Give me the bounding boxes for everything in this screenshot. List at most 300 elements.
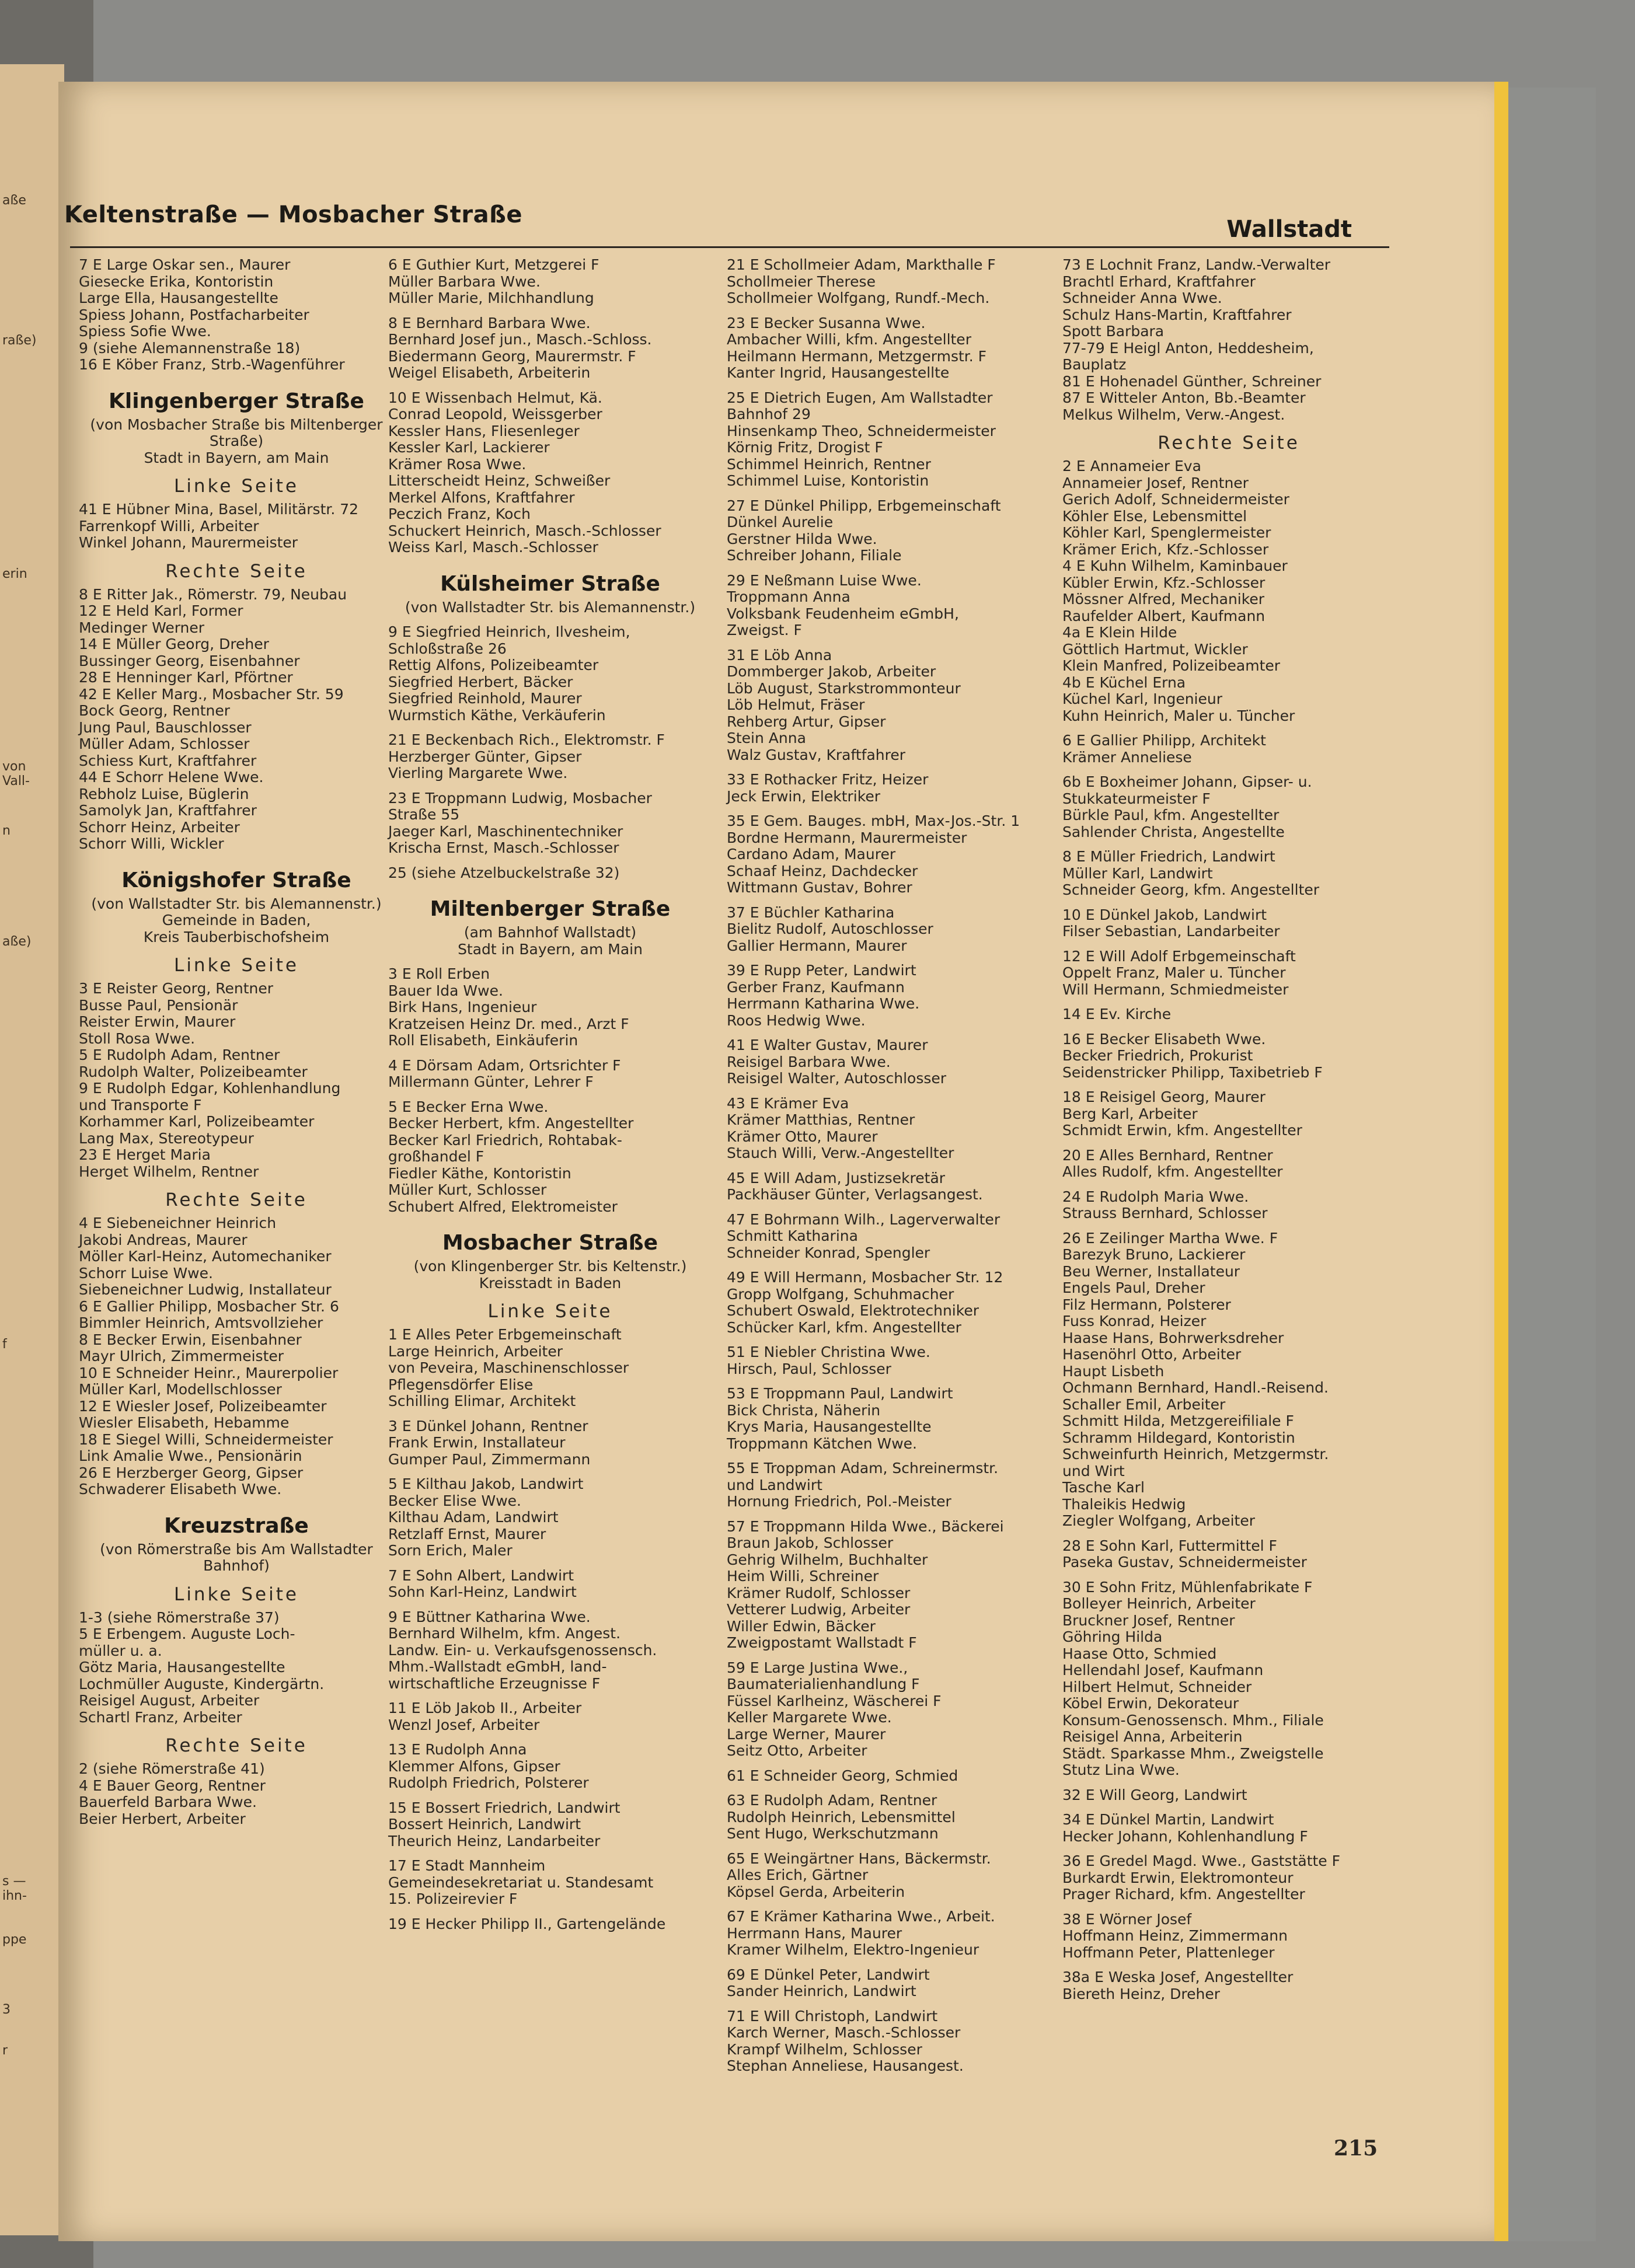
directory-entry: großhandel F (388, 1148, 484, 1165)
directory-entry: Will Hermann, Schmiedmeister (1062, 981, 1289, 998)
directory-entry: 8 E Müller Friedrich, Landwirt (1062, 848, 1275, 865)
directory-entry: Walz Gustav, Kraftfahrer (727, 746, 906, 763)
directory-entry: Jakobi Andreas, Maurer (79, 1231, 247, 1248)
spacer (727, 639, 1057, 647)
spacer (1062, 1779, 1395, 1787)
directory-entry: Schorr Willi, Wickler (79, 835, 224, 852)
directory-entry: 5 E Erbengem. Auguste Loch- (79, 1625, 295, 1642)
directory-entry: Müller Karl, Modellschlosser (79, 1381, 282, 1398)
spacer (388, 1468, 712, 1476)
spacer (727, 1336, 1057, 1344)
directory-entry: Schubert Alfred, Elektromeister (388, 1198, 618, 1215)
directory-entry: 67 E Krämer Katharina Wwe., Arbeit. (727, 1908, 995, 1925)
directory-entry: Biedermann Georg, Maurermstr. F (388, 347, 636, 365)
directory-entry: Füssel Karlheinz, Wäscherei F (727, 1692, 942, 1709)
directory-entry: 15 E Bossert Friedrich, Landwirt (388, 1799, 620, 1816)
street-description: (von Klingenberger Str. bis Keltenstr.) (413, 1258, 687, 1275)
directory-entry: Müller Karl, Landwirt (1062, 864, 1213, 882)
directory-entry: Bimmler Heinrich, Amtsvollzieher (79, 1314, 323, 1331)
directory-entry: Jung Paul, Bauschlosser (79, 718, 252, 736)
book-cover-edge (1508, 88, 1596, 2241)
directory-entry: Roos Hedwig Wwe. (727, 1011, 866, 1029)
spacer (388, 382, 712, 390)
spacer (388, 1692, 712, 1700)
spacer (727, 1029, 1057, 1037)
directory-entry: Haase Hans, Bohrwerksdreher (1062, 1329, 1284, 1346)
directory-entry: Conrad Leopold, Weissgerber (388, 406, 602, 423)
directory-entry: Landw. Ein- u. Verkaufsgenossensch. (388, 1641, 657, 1659)
directory-entry: Berg Karl, Arbeiter (1062, 1105, 1198, 1122)
directory-entry: Heim Willi, Schreiner (727, 1568, 879, 1585)
directory-entry: Konsum-Genossensch. Mhm., Filiale (1062, 1711, 1324, 1729)
spacer (1062, 724, 1395, 732)
street-description: (am Bahnhof Wallstadt) (463, 924, 637, 941)
directory-entry: Hecker Johann, Kohlenhandlung F (1062, 1827, 1308, 1845)
directory-entry: Stein Anna (727, 730, 806, 746)
directory-entry: Lang Max, Stereotypeur (79, 1129, 254, 1147)
spacer (727, 763, 1057, 772)
directory-entry: 3 E Roll Erben (388, 965, 490, 982)
directory-entry: Wenzl Josef, Arbeiter (388, 1716, 540, 1733)
directory-entry: Reister Erwin, Maurer (79, 1013, 236, 1030)
directory-entry: Beier Herbert, Arbeiter (79, 1810, 246, 1827)
directory-entry: Kratzeisen Heinz Dr. med., Arzt F (388, 1015, 629, 1032)
left-page-text-fragment: erin (2, 567, 27, 581)
side-heading: Rechte Seite (165, 560, 308, 582)
directory-entry: Bordne Hermann, Maurermeister (727, 829, 967, 846)
directory-entry: Schulz Hans-Martin, Kraftfahrer (1062, 306, 1292, 323)
directory-entry: 14 E Ev. Kirche (1062, 1006, 1172, 1023)
spacer (1062, 1530, 1395, 1538)
directory-entry: 3 E Dünkel Johann, Rentner (388, 1417, 588, 1435)
street-description: (von Mosbacher Straße bis Miltenberger (90, 416, 383, 433)
directory-entry: von Peveira, Maschinenschlosser (388, 1359, 629, 1376)
street-heading: Miltenberger Straße (430, 897, 671, 921)
running-header-right: Wallstadt (1226, 216, 1352, 243)
directory-entry: Ziegler Wolfgang, Arbeiter (1062, 1512, 1256, 1529)
directory-entry: Schramm Hildegard, Kontoristin (1062, 1429, 1295, 1446)
spacer (1062, 1081, 1395, 1089)
directory-entry: 34 E Dünkel Martin, Landwirt (1062, 1811, 1274, 1828)
directory-entry: 44 E Schorr Helene Wwe. (79, 769, 264, 786)
left-page-text-fragment: aße) (2, 934, 32, 949)
directory-entry: Kilthau Adam, Landwirt (388, 1509, 559, 1526)
directory-entry: Hornung Friedrich, Pol.-Meister (727, 1493, 951, 1510)
directory-entry: 33 E Rothacker Fritz, Heizer (727, 771, 929, 788)
directory-entry: Birk Hans, Ingenieur (388, 999, 537, 1016)
directory-entry: 59 E Large Justina Wwe., (727, 1659, 908, 1676)
directory-entry: Siegfried Herbert, Bäcker (388, 673, 573, 690)
spacer (388, 782, 712, 790)
directory-entry: 38a E Weska Josef, Angestellter (1062, 1969, 1294, 1986)
side-heading: Linke Seite (174, 476, 299, 497)
directory-entry: Bernhard Josef jun., Masch.-Schloss. (388, 331, 652, 348)
directory-entry: Stauch Willi, Verw.-Angestellter (727, 1145, 954, 1161)
directory-entry: Bahnhof 29 (727, 406, 811, 423)
directory-entry: Bick Christa, Näherin (727, 1401, 881, 1419)
directory-entry: Rudolph Friedrich, Polsterer (388, 1774, 589, 1791)
directory-entry: Spiess Johann, Postfacharbeiter (79, 306, 309, 323)
directory-entry: Kanter Ingrid, Hausangestellte (727, 364, 950, 381)
directory-entry: Sander Heinrich, Landwirt (727, 1983, 916, 2000)
directory-entry: Thaleikis Hedwig (1062, 1495, 1186, 1513)
directory-entry: Schorr Heinz, Arbeiter (79, 818, 240, 836)
side-heading: Linke Seite (174, 955, 299, 976)
directory-entry: Rettig Alfons, Polizeibeamter (388, 657, 599, 674)
street-description: Straße) (209, 432, 264, 449)
directory-entry: Becker Herbert, kfm. Angestellter (388, 1115, 634, 1132)
directory-entry: Bossert Heinrich, Landwirt (388, 1816, 581, 1833)
street-heading: Mosbacher Straße (442, 1231, 658, 1255)
spacer (727, 1087, 1057, 1095)
directory-entry: 43 E Krämer Eva (727, 1094, 849, 1112)
spacer (727, 954, 1057, 962)
directory-entry: Schweinfurth Heinrich, Metzgermstr. (1062, 1446, 1329, 1463)
directory-entry: Burkardt Erwin, Elektromonteur (1062, 1869, 1294, 1886)
directory-entry: Link Amalie Wwe., Pensionärin (79, 1447, 302, 1464)
side-heading: Linke Seite (487, 1301, 613, 1322)
directory-entry: 6 E Guthier Kurt, Metzgerei F (388, 256, 599, 273)
directory-entry: Kramer Wilhelm, Elektro-Ingenieur (727, 1941, 979, 1958)
directory-entry: Städt. Sparkasse Mhm., Zweigstelle (1062, 1744, 1324, 1762)
directory-entry: Götz Maria, Hausangestellte (79, 1659, 285, 1676)
left-page-text-fragment: r (2, 2043, 8, 2058)
directory-entry: Biereth Heinz, Dreher (1062, 1985, 1221, 2002)
spacer (1062, 1803, 1395, 1812)
spacer (1062, 899, 1395, 907)
street-description: (von Römerstraße bis Am Wallstadter (100, 1540, 373, 1558)
page-edge-gilt (1494, 82, 1508, 2241)
directory-entry: 11 E Löb Jakob II., Arbeiter (388, 1700, 582, 1716)
spacer (388, 958, 712, 966)
directory-entry: 10 E Wissenbach Helmut, Kä. (388, 389, 602, 406)
directory-entry: Heilmann Hermann, Metzgermstr. F (727, 347, 987, 365)
directory-entry: Large Heinrich, Arbeiter (388, 1342, 563, 1360)
directory-entry: 51 E Niebler Christina Wwe. (727, 1344, 930, 1360)
street-description: (von Wallstadter Str. bis Alemannenstr.) (405, 598, 696, 616)
directory-entry: Fiedler Käthe, Kontoristin (388, 1164, 571, 1182)
spacer (1062, 1139, 1395, 1147)
directory-entry: Medinger Werner (79, 619, 205, 636)
directory-entry: 20 E Alles Bernhard, Rentner (1062, 1146, 1273, 1164)
directory-entry: 6b E Boxheimer Johann, Gipser- u. (1062, 773, 1312, 790)
directory-entry: 47 E Bohrmann Wilh., Lagerverwalter (727, 1210, 1000, 1228)
directory-entry: 8 E Bernhard Barbara Wwe. (388, 314, 591, 332)
directory-entry: Spiess Sofie Wwe. (79, 323, 211, 340)
street-description: Bahnhof) (203, 1557, 270, 1574)
directory-entry: Siegfried Reinhold, Maurer (388, 690, 582, 707)
directory-entry: 49 E Will Hermann, Mosbacher Str. 12 (727, 1269, 1003, 1286)
directory-entry: 71 E Will Christoph, Landwirt (727, 2007, 938, 2025)
directory-entry: Herget Wilhelm, Rentner (79, 1163, 259, 1180)
directory-entry: Millermann Günter, Lehrer F (388, 1073, 594, 1090)
directory-entry: Large Ella, Hausangestellte (79, 289, 278, 306)
directory-entry: Herrmann Hans, Maurer (727, 1924, 902, 1942)
directory-entry: Seidenstricker Philipp, Taxibetrieb F (1062, 1063, 1323, 1081)
spacer (727, 2000, 1057, 2008)
directory-entry: Schollmeier Therese (727, 273, 876, 290)
directory-entry: Schollmeier Wolfgang, Rundf.-Mech. (727, 289, 990, 306)
directory-entry: Schaller Emil, Arbeiter (1062, 1395, 1226, 1413)
directory-entry: Weigel Elisabeth, Arbeiterin (388, 364, 591, 381)
directory-entry: Becker Karl Friedrich, Rohtabak- (388, 1131, 622, 1149)
directory-entry: Hilbert Helmut, Schneider (1062, 1678, 1252, 1695)
directory-entry: Schloßstraße 26 (388, 640, 507, 657)
left-page-text-fragment: ppe (2, 1932, 27, 1947)
spacer (1062, 840, 1395, 849)
directory-entry: 25 (siehe Atzelbuckelstraße 32) (388, 864, 620, 881)
directory-entry: 26 E Herzberger Georg, Gipser (79, 1464, 304, 1481)
directory-entry: Straße 55 (388, 806, 460, 823)
spacer (388, 1850, 712, 1858)
directory-entry: Troppmann Kätchen Wwe. (727, 1435, 918, 1452)
spacer (388, 1733, 712, 1742)
directory-entry: 53 E Troppmann Paul, Landwirt (727, 1385, 953, 1402)
directory-entry: Sent Hugo, Werkschutzmann (727, 1825, 939, 1842)
left-page-text-fragment: Vall- (2, 774, 30, 788)
directory-entry: Strauss Bernhard, Schlosser (1062, 1205, 1268, 1222)
street-heading: Kreuzstraße (164, 1513, 309, 1538)
spacer (1062, 1571, 1395, 1579)
directory-entry: und Transporte F (79, 1096, 202, 1114)
directory-entry: Jaeger Karl, Maschinentechniker (388, 822, 623, 840)
directory-entry: Gemeindesekretariat u. Standesamt (388, 1873, 654, 1891)
directory-entry: 16 E Becker Elisabeth Wwe. (1062, 1030, 1266, 1048)
directory-entry: Frank Erwin, Installateur (388, 1434, 566, 1451)
directory-entry: 57 E Troppmann Hilda Wwe., Bäckerei (727, 1517, 1004, 1535)
directory-entry: Weiss Karl, Masch.-Schlosser (388, 539, 598, 556)
directory-entry: 23 E Becker Susanna Wwe. (727, 314, 926, 332)
directory-entry: Packhäuser Günter, Verlagsangest. (727, 1186, 983, 1203)
directory-entry: Siebeneichner Ludwig, Installateur (79, 1281, 332, 1298)
directory-entry: Köpsel Gerda, Arbeiterin (727, 1883, 905, 1900)
spacer (1062, 1222, 1395, 1230)
directory-entry: Peczich Franz, Koch (388, 505, 531, 522)
directory-entry: Hellendahl Josef, Kaufmann (1062, 1662, 1264, 1679)
directory-entry: Alles Erich, Gärtner (727, 1866, 869, 1883)
left-page-text-fragment: f (2, 1337, 7, 1352)
directory-entry: 21 E Beckenbach Rich., Elektromstr. F (388, 731, 665, 748)
directory-entry: Ochmann Bernhard, Handl.-Reisend. (1062, 1379, 1329, 1396)
directory-entry: Mhm.-Wallstadt eGmbH, land- (388, 1658, 607, 1675)
spacer (727, 1162, 1057, 1170)
directory-entry: Paseka Gustav, Schneidermeister (1062, 1554, 1307, 1571)
directory-entry: 9 E Siegfried Heinrich, Ilvesheim, (388, 623, 630, 640)
directory-entry: Bussinger Georg, Eisenbahner (79, 652, 300, 669)
directory-entry: Schneider Konrad, Spengler (727, 1244, 930, 1261)
directory-entry: Hoffmann Peter, Plattenleger (1062, 1943, 1275, 1961)
directory-entry: Pflegensdörfer Elise (388, 1376, 534, 1393)
directory-entry: Löb Helmut, Fräser (727, 696, 865, 713)
directory-entry: 87 E Witteler Anton, Bb.-Beamter (1062, 389, 1306, 406)
side-heading: Rechte Seite (165, 1735, 308, 1756)
directory-entry: Gumper Paul, Zimmermann (388, 1450, 591, 1468)
directory-entry: 14 E Müller Georg, Dreher (79, 636, 269, 653)
directory-entry: 25 E Dietrich Eugen, Am Wallstadter (727, 389, 993, 406)
directory-entry: 1 E Alles Peter Erbgemeinschaft (388, 1326, 622, 1343)
directory-entry: Hinsenkamp Theo, Schneidermeister (727, 422, 996, 439)
spacer (388, 616, 712, 624)
directory-entry: Theurich Heinz, Landarbeiter (388, 1832, 601, 1850)
column-1 (79, 257, 394, 1827)
left-page-text-fragment: s — (2, 1874, 26, 1889)
directory-entry: 41 E Hübner Mina, Basel, Militärstr. 72 (79, 501, 359, 518)
side-heading: Rechte Seite (1158, 432, 1300, 453)
directory-entry: Dommberger Jakob, Arbeiter (727, 663, 936, 680)
directory-entry: 2 E Annameier Eva (1062, 458, 1201, 474)
directory-entry: Brachtl Erhard, Kraftfahrer (1062, 273, 1256, 290)
street-description: Stadt in Bayern, am Main (458, 940, 643, 958)
spacer (1062, 998, 1395, 1006)
directory-entry: müller u. a. (79, 1642, 162, 1659)
directory-entry: Vetterer Ludwig, Arbeiter (727, 1601, 911, 1618)
directory-entry: Engels Paul, Dreher (1062, 1279, 1205, 1296)
directory-entry: 41 E Walter Gustav, Maurer (727, 1037, 928, 1053)
spacer (727, 1203, 1057, 1212)
directory-entry: Schneider Georg, kfm. Angestellter (1062, 881, 1320, 898)
directory-entry: Rudolph Heinrich, Lebensmittel (727, 1808, 956, 1826)
directory-entry: 9 E Rudolph Edgar, Kohlenhandlung (79, 1080, 341, 1097)
directory-entry: 4 E Kuhn Wilhelm, Kaminbauer (1062, 557, 1288, 574)
directory-entry: Stoll Rosa Wwe. (79, 1030, 196, 1047)
directory-entry: Gehrig Wilhelm, Buchhalter (727, 1551, 928, 1568)
directory-entry: Schmitt Hilda, Metzgereifiliale F (1062, 1412, 1294, 1429)
directory-entry: Schücker Karl, kfm. Angestellter (727, 1318, 961, 1336)
directory-entry: Samolyk Jan, Kraftfahrer (79, 802, 257, 819)
directory-entry: 2 (siehe Römerstraße 41) (79, 1760, 265, 1777)
directory-entry: 12 E Will Adolf Erbgemeinschaft (1062, 947, 1296, 965)
directory-entry: Gallier Hermann, Maurer (727, 937, 907, 954)
directory-entry: Stutz Lina Wwe. (1062, 1761, 1180, 1778)
directory-entry: Göhring Hilda (1062, 1628, 1163, 1645)
directory-entry: 32 E Will Georg, Landwirt (1062, 1786, 1247, 1803)
spacer (388, 1601, 712, 1609)
column-4 (1062, 257, 1395, 2002)
directory-entry: Krämer Otto, Maurer (727, 1128, 878, 1145)
directory-entry: Melkus Wilhelm, Verw.-Angest. (1062, 406, 1285, 423)
directory-entry: Hasenöhrl Otto, Arbeiter (1062, 1346, 1242, 1363)
spacer (727, 564, 1057, 573)
directory-entry: Krämer Rosa Wwe. (388, 455, 527, 473)
directory-entry: 7 E Large Oskar sen., Maurer (79, 256, 291, 273)
directory-entry: 42 E Keller Marg., Mosbacher Str. 59 (79, 685, 344, 703)
directory-entry: Göttlich Hartmut, Wickler (1062, 640, 1248, 658)
directory-entry: Bolleyer Heinrich, Arbeiter (1062, 1595, 1256, 1612)
directory-entry: 55 E Troppman Adam, Schreinermstr. (727, 1460, 999, 1477)
directory-entry: Retzlaff Ernst, Maurer (388, 1525, 546, 1543)
directory-entry: Rebholz Luise, Büglerin (79, 785, 249, 802)
directory-entry: 18 E Reisigel Georg, Maurer (1062, 1088, 1266, 1105)
directory-entry: Litterscheidt Heinz, Schweißer (388, 472, 611, 489)
directory-entry: Schartl Franz, Arbeiter (79, 1708, 242, 1726)
directory-entry: Merkel Alfons, Kraftfahrer (388, 489, 575, 506)
directory-entry: Korhammer Karl, Polizeibeamter (79, 1113, 315, 1130)
directory-entry: 31 E Löb Anna (727, 646, 832, 664)
page-number: 215 (1334, 2136, 1378, 2161)
directory-entry: Küchel Karl, Ingenieur (1062, 690, 1223, 707)
directory-entry: Filser Sebastian, Landarbeiter (1062, 923, 1280, 940)
directory-entry: 19 E Hecker Philipp II., Gartengelände (388, 1915, 666, 1932)
spacer (727, 1900, 1057, 1908)
directory-entry: 21 E Schollmeier Adam, Markthalle F (727, 256, 996, 273)
directory-entry: Wiesler Elisabeth, Hebamme (79, 1414, 290, 1431)
spacer (727, 382, 1057, 390)
directory-entry: Bock Georg, Rentner (79, 702, 231, 719)
directory-entry: Schreiber Johann, Filiale (727, 547, 902, 564)
running-header-left: Keltenstraße — Mosbacher Straße (64, 201, 522, 228)
left-page-text-fragment: raße) (2, 333, 37, 348)
directory-entry: Sorn Erich, Maler (388, 1542, 513, 1559)
directory-entry: 81 E Hohenadel Günther, Schreiner (1062, 372, 1322, 390)
directory-entry: Sahlender Christa, Angestellte (1062, 823, 1285, 840)
street-description: Kreis Tauberbischofsheim (143, 928, 330, 945)
spacer (1062, 1903, 1395, 1911)
directory-entry: 28 E Henninger Karl, Pförtner (79, 669, 293, 686)
directory-entry: Reisigel Anna, Arbeiterin (1062, 1728, 1243, 1745)
directory-entry: Prager Richard, kfm. Angestellter (1062, 1886, 1305, 1903)
directory-entry: Stephan Anneliese, Hausangest. (727, 2057, 964, 2074)
directory-entry: 9 (siehe Alemannenstraße 18) (79, 339, 301, 357)
directory-entry: 61 E Schneider Georg, Schmied (727, 1767, 958, 1784)
spacer (1062, 1181, 1395, 1189)
directory-entry: und Wirt (1062, 1462, 1125, 1480)
directory-entry: Large Werner, Maurer (727, 1725, 886, 1743)
directory-entry: Müller Adam, Schlosser (79, 735, 250, 752)
directory-entry: Cardano Adam, Maurer (727, 846, 896, 863)
directory-entry: 5 E Rudolph Adam, Rentner (79, 1046, 280, 1063)
left-page-text-fragment: aße (2, 193, 26, 208)
directory-entry: Bernhard Wilhelm, kfm. Angest. (388, 1625, 621, 1642)
left-page-text-fragment: n (2, 824, 11, 838)
directory-entry: Becker Friedrich, Prokurist (1062, 1047, 1253, 1064)
directory-entry: Kessler Karl, Lackierer (388, 439, 550, 456)
spacer (1062, 1845, 1395, 1853)
spacer (727, 1452, 1057, 1460)
directory-entry: Farrenkopf Willi, Arbeiter (79, 517, 259, 535)
street-heading: Külsheimer Straße (440, 571, 660, 596)
spacer (727, 1652, 1057, 1660)
directory-entry: 65 E Weingärtner Hans, Bäckermstr. (727, 1850, 991, 1867)
directory-entry: Becker Elise Wwe. (388, 1492, 522, 1509)
directory-entry: 4 E Bauer Georg, Rentner (79, 1777, 266, 1794)
directory-entry: 30 E Sohn Fritz, Mühlenfabrikate F (1062, 1578, 1313, 1596)
directory-entry: 73 E Lochnit Franz, Landw.-Verwalter (1062, 256, 1331, 273)
directory-entry: 77-79 E Heigl Anton, Heddesheim, (1062, 339, 1314, 357)
directory-entry: 69 E Dünkel Peter, Landwirt (727, 1966, 930, 1983)
spacer (727, 490, 1057, 498)
directory-entry: Köhler Else, Lebensmittel (1062, 507, 1247, 525)
spacer (727, 307, 1057, 315)
directory-entry: Löb August, Starkstrommonteur (727, 679, 961, 697)
directory-entry: 6 E Gallier Philipp, Mosbacher Str. 6 (79, 1297, 339, 1315)
directory-entry: Krischa Ernst, Masch.-Schlosser (388, 839, 619, 856)
spacer (727, 1843, 1057, 1851)
directory-entry: Reisigel August, Arbeiter (79, 1692, 260, 1709)
directory-entry: und Landwirt (727, 1476, 822, 1494)
directory-entry: Karch Werner, Masch.-Schlosser (727, 2024, 961, 2041)
spacer (388, 724, 712, 732)
directory-entry: 4 E Siebeneichner Heinrich (79, 1215, 277, 1231)
directory-entry: Filz Hermann, Polsterer (1062, 1296, 1231, 1313)
directory-entry: 5 E Kilthau Jakob, Landwirt (388, 1475, 584, 1492)
spacer (727, 1959, 1057, 1967)
street-heading: Königshofer Straße (121, 868, 351, 892)
directory-entry: Müller Kurt, Schlosser (388, 1181, 547, 1198)
directory-entry: 38 E Wörner Josef (1062, 1910, 1192, 1928)
directory-entry: Möller Karl-Heinz, Automechaniker (79, 1248, 332, 1265)
directory-entry: Schwaderer Elisabeth Wwe. (79, 1481, 282, 1498)
directory-entry: Klemmer Alfons, Gipser (388, 1757, 560, 1775)
